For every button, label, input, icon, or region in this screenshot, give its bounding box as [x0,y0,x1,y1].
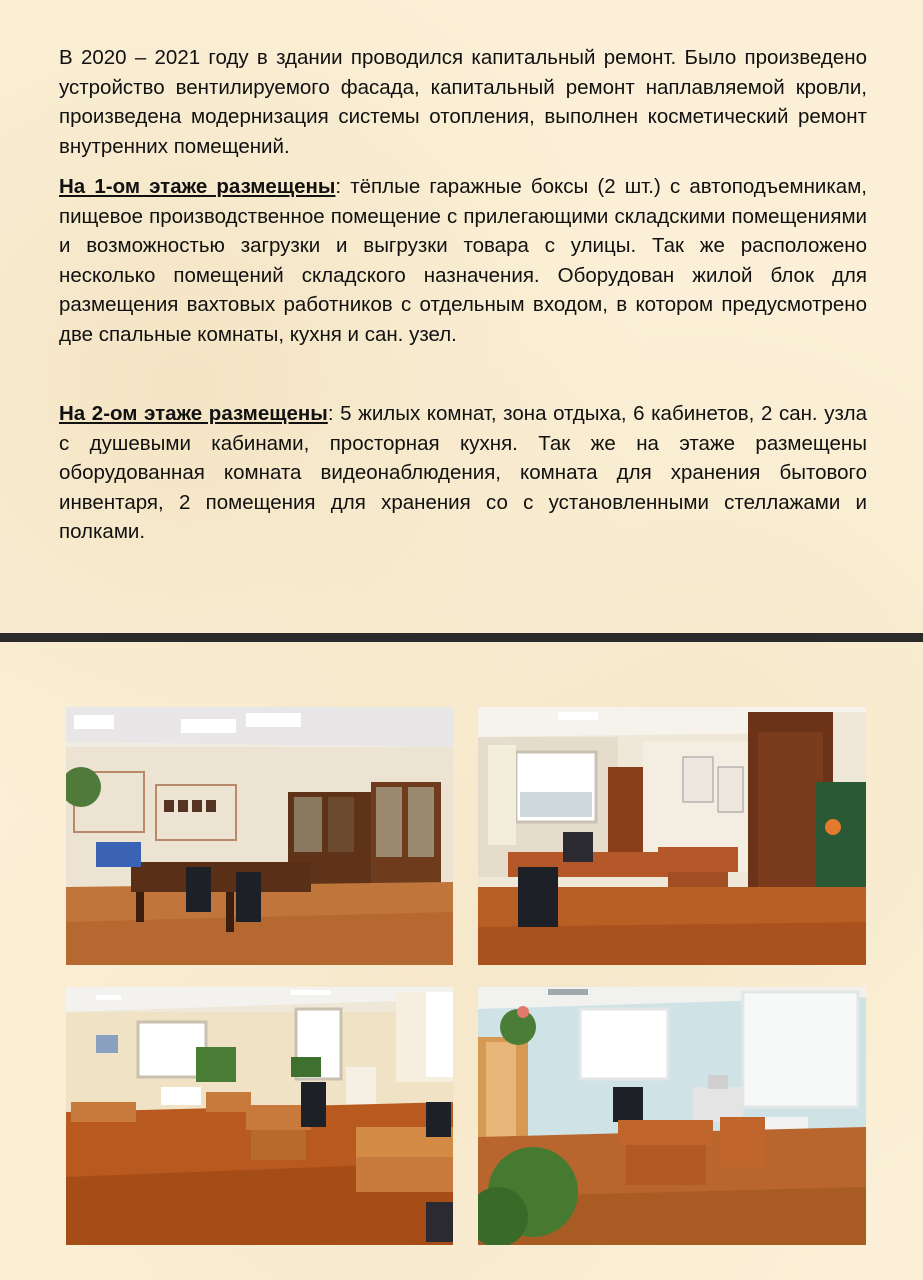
section-divider [0,633,923,642]
paragraph-floor-1 [59,172,867,349]
floor-2-heading: На 2-ом этаже размещены [59,402,328,425]
office-photo-cabinet-with-door [478,707,866,965]
paragraph-floor-2 [59,399,867,547]
floor-2-text: : 5 жилых комнат, зона отдыха, 6 кабинетов, 2 сан. узла с душевыми кабинами, просторная кухня. Так же на этаже размещены оборудованная комната видеонаблюдения, комната для хранения бытового инвентаря, 2 помещения для хранения со с установленными стеллажами и полками. [59,402,867,543]
renovation-text: В 2020 – 2021 году в здании проводился капитальный ремонт. Было произведено устройство вентилируемого фасада, капитальный ремонт наплавляемой кровли, произведена модернизация системы отопления, выполнен косметический ремонт внутренних помещений. [59,46,867,158]
office-photo-open-office [66,987,453,1245]
floor-1-heading: На 1-ом этаже размещены [59,175,336,198]
office-photo-blue-room [478,987,866,1245]
office-photo-conference-room [66,707,453,965]
floor-1-text: : тёплые гаражные боксы (2 шт.) с автоподъемникам, пищевое производственное помещение с прилегающими складскими помещениями и возможностью загрузки и выгрузки товара с улицы. Так же расположено несколько помещений складского назначения. Оборудован жилой блок для размещения вахтовых работников с отдельным входом, в котором предусмотрено две спальные комнаты, кухня и сан. узел. [59,175,867,346]
paragraph-renovation [59,43,867,161]
